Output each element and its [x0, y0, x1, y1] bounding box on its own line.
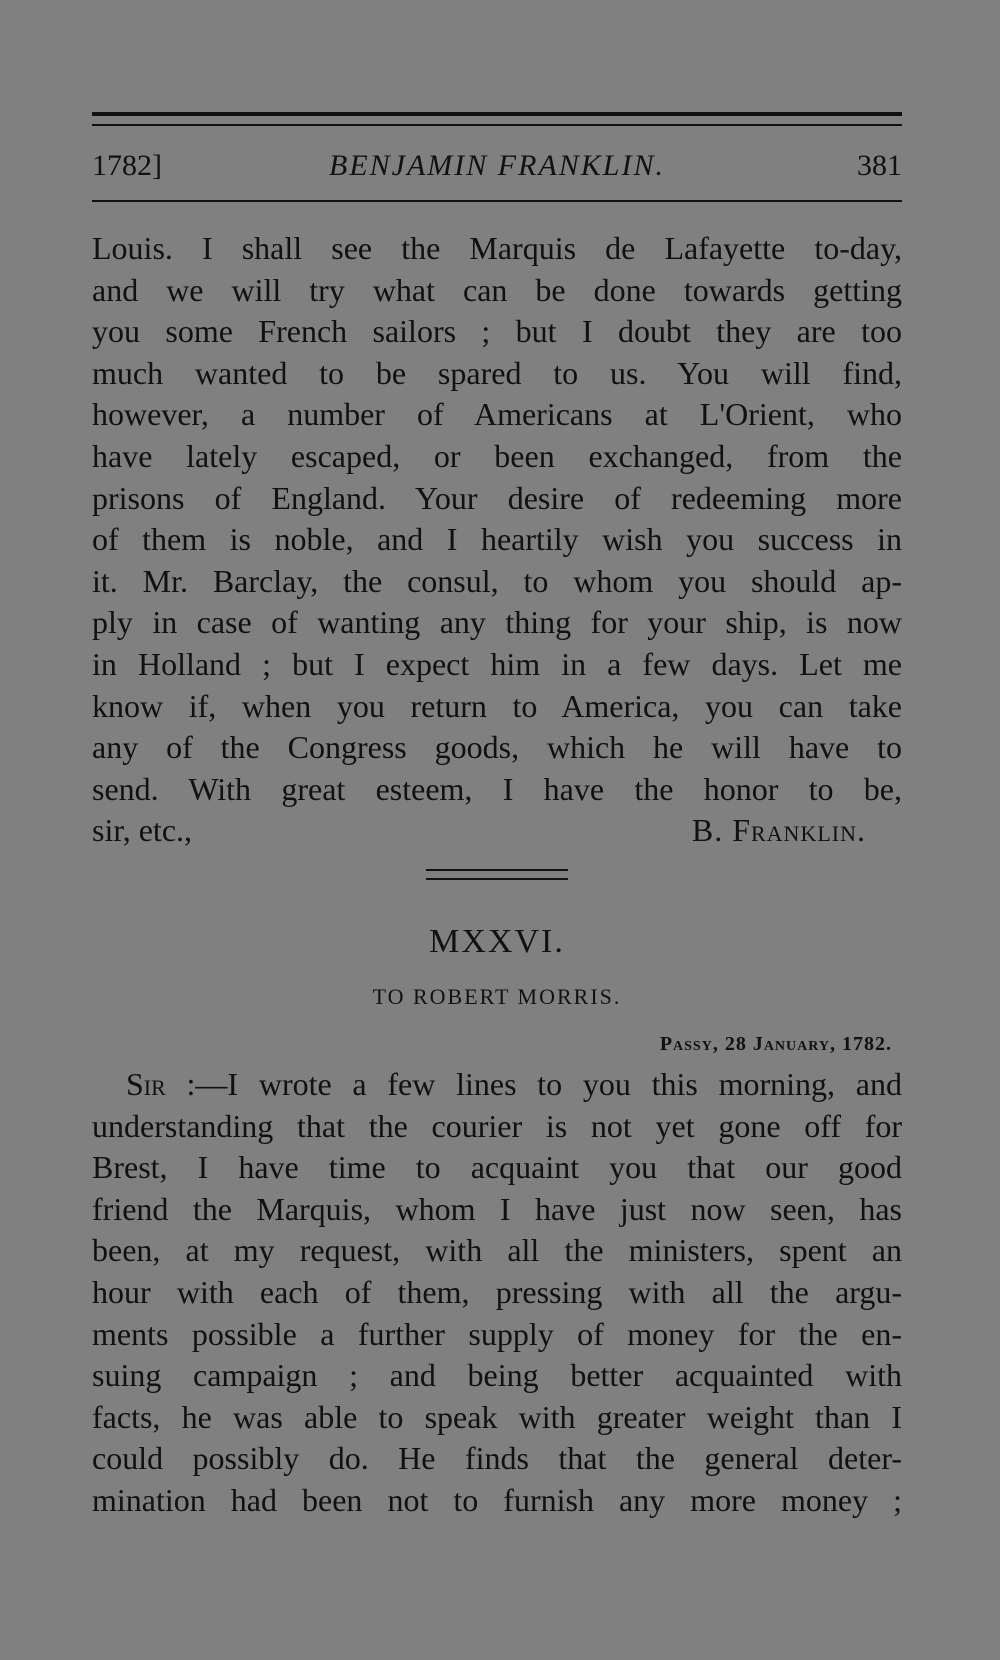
text-line: understanding that the courier is not yet gone off for — [92, 1107, 902, 1144]
text-line: ments possible a further supply of money for the en- — [92, 1315, 902, 1352]
text-line: been, at my request, with all the ministers, spent an — [92, 1232, 902, 1269]
first-line-text: :—I wrote a few lines to you this morning, and — [165, 1066, 902, 1102]
text-line: send. With great esteem, I have the honor to be, — [92, 770, 902, 807]
closing-phrase: sir, etc., — [92, 812, 193, 849]
header-rule-bottom — [92, 200, 902, 202]
text-line: Brest, I have time to acquaint you that our good — [92, 1149, 902, 1186]
section-divider-bottom — [426, 878, 568, 880]
page-number: 381 — [857, 149, 902, 182]
text-line: could possibly do. He finds that the general deter- — [92, 1440, 902, 1477]
text-line: Louis. I shall see the Marquis de Lafayette to-day, — [92, 230, 902, 266]
letter-number: MXXVI. — [429, 923, 565, 960]
text-line: much wanted to be spared to us. You will find, — [92, 354, 902, 391]
text-line: and we will try what can be done towards getting — [92, 271, 902, 308]
letter-closing — [92, 810, 902, 852]
text-line: any of the Congress goods, which he will have to — [92, 729, 902, 766]
text-line-first — [92, 1064, 902, 1106]
letter-recipient: TO ROBERT MORRIS. — [372, 984, 622, 1009]
text-line: mination had been not to furnish any more money ; — [92, 1481, 902, 1518]
text-line: of them is noble, and I heartily wish you success in — [92, 521, 902, 558]
text-line: however, a number of Americans at L'Orient, who — [92, 396, 902, 433]
running-head-title: BENJAMIN FRANKLIN. — [329, 149, 665, 182]
text-line: know if, when you return to America, you can take — [92, 687, 902, 724]
text-line: you some French sailors ; but I doubt they are too — [92, 313, 902, 350]
text-line: friend the Marquis, whom I have just now seen, has — [92, 1190, 902, 1227]
signature: B. Franklin. — [691, 812, 866, 849]
header-rule-thin — [92, 124, 902, 126]
letter-dateline: Passy, 28 January, 1782. — [659, 1033, 892, 1055]
salutation: Sir — [126, 1066, 166, 1102]
text-line: ply in case of wanting any thing for your ship, is now — [92, 604, 902, 641]
text-line: facts, he was able to speak with greater weight than I — [92, 1398, 902, 1435]
text-line: hour with each of them, pressing with all the argu- — [92, 1273, 902, 1310]
text-line: it. Mr. Barclay, the consul, to whom you should ap- — [92, 562, 902, 599]
text-line: suing campaign ; and being better acquainted with — [92, 1357, 902, 1394]
running-head — [92, 146, 902, 186]
letter-body — [92, 1064, 902, 1522]
text-line: have lately escaped, or been exchanged, from the — [92, 437, 902, 474]
running-head-year: 1782] — [92, 149, 162, 182]
header-rule-thick — [92, 112, 902, 116]
text-line: prisons of England. Your desire of redeeming more — [92, 479, 902, 516]
section-divider-top — [426, 869, 568, 871]
text-line: in Holland ; but I expect him in a few days. Let me — [92, 645, 902, 682]
previous-letter-body — [92, 228, 902, 852]
